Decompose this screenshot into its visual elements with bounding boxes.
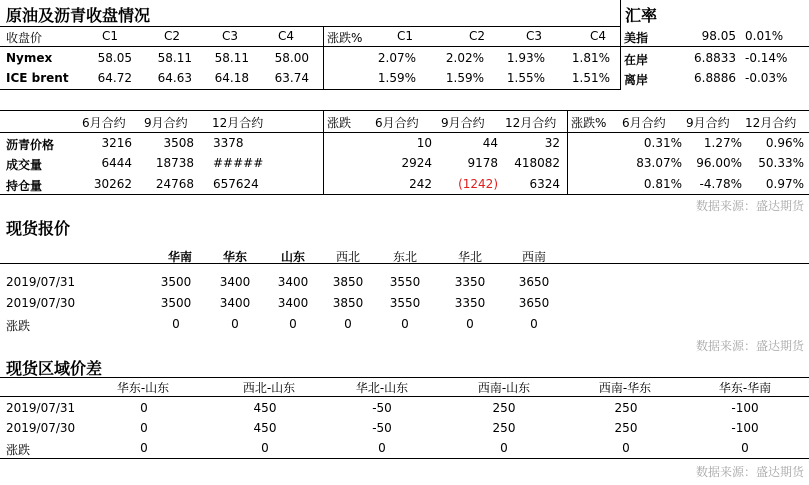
fx-chg: -0.03% bbox=[745, 71, 788, 85]
asphalt-chg-col: 9月合约 bbox=[441, 116, 485, 130]
asphalt-chg: 2924 bbox=[401, 156, 432, 170]
asphalt-chg: 9178 bbox=[467, 156, 498, 170]
spot-value: 0 bbox=[289, 317, 297, 331]
crude-chg: 1.93% bbox=[506, 51, 545, 65]
asphalt-chg: 10 bbox=[416, 136, 432, 150]
asphalt-pct-col: 12月合约 bbox=[745, 116, 797, 130]
asphalt-pct: 0.97% bbox=[765, 177, 804, 191]
spread-value: -100 bbox=[731, 421, 759, 435]
spread-value: 0 bbox=[140, 441, 148, 455]
spot-region: 山东 bbox=[280, 250, 305, 264]
crude-chg: 1.55% bbox=[506, 71, 545, 85]
spread-value: 250 bbox=[614, 401, 638, 415]
spot-region: 东北 bbox=[392, 250, 417, 264]
fx-value: 98.05 bbox=[701, 29, 736, 43]
fx-title: 汇率 bbox=[625, 6, 658, 25]
spot-region: 华南 bbox=[167, 250, 192, 264]
crude-chg: 1.81% bbox=[571, 51, 610, 65]
crude-header-c4: C4 bbox=[277, 29, 294, 43]
asphalt-pct: 83.07% bbox=[636, 156, 682, 170]
spread-value: 0 bbox=[140, 401, 148, 415]
spot-value: 3400 bbox=[277, 296, 309, 310]
spot-region: 华东 bbox=[222, 250, 247, 264]
asphalt-header-col: 6月合约 bbox=[82, 116, 126, 130]
crude-chg: 1.59% bbox=[377, 71, 416, 85]
asphalt-pct: 0.96% bbox=[765, 136, 804, 150]
asphalt-chg: 418082 bbox=[514, 156, 560, 170]
asphalt-chg-label: 涨跌 bbox=[327, 116, 352, 130]
divider bbox=[0, 194, 809, 195]
divider bbox=[0, 377, 809, 378]
asphalt-value: 18738 bbox=[155, 156, 194, 170]
asphalt-chg-col: 6月合约 bbox=[375, 116, 419, 130]
fx-row-name: 美指 bbox=[624, 31, 649, 45]
asphalt-row-name: 成交量 bbox=[6, 158, 43, 172]
divider bbox=[0, 26, 621, 27]
fx-row-name: 在岸 bbox=[624, 53, 649, 67]
asphalt-pct: 1.27% bbox=[703, 136, 742, 150]
spot-value: 0 bbox=[466, 317, 474, 331]
crude-price: 63.74 bbox=[274, 71, 309, 85]
asphalt-row-name: 沥青价格 bbox=[6, 138, 55, 152]
asphalt-pct: 0.31% bbox=[643, 136, 682, 150]
divider bbox=[620, 0, 621, 90]
spread-value: 250 bbox=[492, 421, 516, 435]
spot-value: 3400 bbox=[277, 275, 309, 289]
asphalt-chg: 32 bbox=[544, 136, 560, 150]
crude-price: 58.00 bbox=[274, 51, 309, 65]
asphalt-pct: -4.78% bbox=[699, 177, 742, 191]
asphalt-pct-label: 涨跌% bbox=[571, 116, 607, 130]
spot-value: 3350 bbox=[454, 275, 486, 289]
fx-row-name: 离岸 bbox=[624, 73, 649, 87]
spot-row-label: 2019/07/31 bbox=[6, 275, 76, 289]
spot-value: 3850 bbox=[332, 296, 364, 310]
crude-chg-c2: C2 bbox=[468, 29, 485, 43]
spot-title: 现货报价 bbox=[6, 219, 71, 238]
spread-value: 0 bbox=[261, 441, 269, 455]
fx-chg: 0.01% bbox=[745, 29, 784, 43]
spread-col: 西北-山东 bbox=[242, 381, 296, 395]
asphalt-value: 24768 bbox=[155, 177, 194, 191]
spread-value: -100 bbox=[731, 401, 759, 415]
crude-chg: 1.59% bbox=[445, 71, 484, 85]
spread-value: 0 bbox=[741, 441, 749, 455]
spot-region: 西北 bbox=[335, 250, 360, 264]
divider bbox=[0, 46, 809, 47]
spot-value: 0 bbox=[530, 317, 538, 331]
divider bbox=[0, 132, 809, 133]
spot-value: 3350 bbox=[454, 296, 486, 310]
spread-value: 0 bbox=[500, 441, 508, 455]
spot-value: 3500 bbox=[160, 296, 192, 310]
spread-col: 华北-山东 bbox=[355, 381, 409, 395]
divider bbox=[0, 110, 809, 111]
fx-chg: -0.14% bbox=[745, 51, 788, 65]
spot-value: 0 bbox=[401, 317, 409, 331]
spot-region: 西南 bbox=[521, 250, 546, 264]
asphalt-pct-col: 9月合约 bbox=[686, 116, 730, 130]
spot-value: 0 bbox=[344, 317, 352, 331]
crude-chg: 2.07% bbox=[377, 51, 416, 65]
spot-row-label: 2019/07/30 bbox=[6, 296, 76, 310]
spot-region: 华北 bbox=[457, 250, 482, 264]
crude-chg-c3: C3 bbox=[525, 29, 542, 43]
asphalt-value: 6444 bbox=[101, 156, 132, 170]
spread-row-label: 2019/07/30 bbox=[6, 421, 76, 435]
spot-value: 3500 bbox=[160, 275, 192, 289]
spread-col: 西南-华东 bbox=[598, 381, 652, 395]
data-source-note: 数据来源：盛达期货 bbox=[695, 465, 804, 479]
spread-value: 0 bbox=[378, 441, 386, 455]
spread-value: 0 bbox=[622, 441, 630, 455]
asphalt-value: 3216 bbox=[101, 136, 132, 150]
asphalt-row-name: 持仓量 bbox=[6, 179, 43, 193]
data-source-note: 数据来源：盛达期货 bbox=[695, 199, 804, 213]
crude-price: 64.63 bbox=[157, 71, 192, 85]
asphalt-pct: 0.81% bbox=[643, 177, 682, 191]
spread-row-label: 2019/07/31 bbox=[6, 401, 76, 415]
spread-value: 250 bbox=[492, 401, 516, 415]
spot-value: 3650 bbox=[518, 296, 550, 310]
crude-price: 58.11 bbox=[214, 51, 249, 65]
divider bbox=[0, 89, 621, 90]
asphalt-chg: 242 bbox=[409, 177, 432, 191]
asphalt-header-col: 9月合约 bbox=[144, 116, 188, 130]
asphalt-chg-col: 12月合约 bbox=[505, 116, 557, 130]
spot-value: 3550 bbox=[389, 296, 421, 310]
divider bbox=[567, 110, 568, 195]
crude-chg-label: 涨跌% bbox=[327, 31, 363, 45]
spread-value: 450 bbox=[253, 401, 277, 415]
spot-value: 3400 bbox=[219, 275, 251, 289]
spread-row-label: 涨跌 bbox=[6, 443, 31, 457]
data-source-note: 数据来源：盛达期货 bbox=[695, 339, 804, 353]
asphalt-chg: 44 bbox=[482, 136, 498, 150]
crude-price: 64.18 bbox=[214, 71, 249, 85]
asphalt-pct: 96.00% bbox=[696, 156, 742, 170]
spread-value: 450 bbox=[253, 421, 277, 435]
asphalt-chg-negative: (1242) bbox=[458, 177, 498, 191]
crude-price: 58.05 bbox=[97, 51, 132, 65]
spot-value: 3550 bbox=[389, 275, 421, 289]
spot-value: 0 bbox=[172, 317, 180, 331]
crude-chg-c4: C4 bbox=[589, 29, 606, 43]
fx-value: 6.8833 bbox=[694, 51, 736, 65]
spread-title: 现货区域价差 bbox=[6, 359, 103, 378]
crude-title: 原油及沥青收盘情况 bbox=[6, 6, 151, 25]
crude-chg: 1.51% bbox=[571, 71, 610, 85]
asphalt-value: ##### bbox=[213, 156, 264, 170]
crude-row-name: Nymex bbox=[6, 51, 53, 65]
asphalt-value: 3378 bbox=[213, 136, 244, 150]
crude-chg-c1: C1 bbox=[396, 29, 413, 43]
spread-value: -50 bbox=[372, 401, 392, 415]
asphalt-value: 30262 bbox=[93, 177, 132, 191]
spot-row-label: 涨跌 bbox=[6, 319, 31, 333]
asphalt-value: 657624 bbox=[213, 177, 259, 191]
spread-col: 华东-华南 bbox=[718, 381, 772, 395]
divider bbox=[323, 26, 324, 90]
fx-value: 6.8886 bbox=[694, 71, 736, 85]
asphalt-header-col: 12月合约 bbox=[212, 116, 264, 130]
spread-col: 西南-山东 bbox=[477, 381, 531, 395]
asphalt-pct: 50.33% bbox=[758, 156, 804, 170]
spread-value: -50 bbox=[372, 421, 392, 435]
spread-col: 华东-山东 bbox=[116, 381, 170, 395]
spot-value: 0 bbox=[231, 317, 239, 331]
spot-value: 3650 bbox=[518, 275, 550, 289]
crude-header-c2: C2 bbox=[163, 29, 180, 43]
spot-value: 3400 bbox=[219, 296, 251, 310]
crude-header-label: 收盘价 bbox=[6, 31, 43, 45]
crude-header-c1: C1 bbox=[101, 29, 118, 43]
divider bbox=[0, 458, 809, 459]
spread-value: 250 bbox=[614, 421, 638, 435]
crude-price: 58.11 bbox=[157, 51, 192, 65]
spread-value: 0 bbox=[140, 421, 148, 435]
asphalt-chg: 6324 bbox=[529, 177, 560, 191]
asphalt-pct-col: 6月合约 bbox=[622, 116, 666, 130]
crude-header-c3: C3 bbox=[221, 29, 238, 43]
crude-chg: 2.02% bbox=[445, 51, 484, 65]
asphalt-value: 3508 bbox=[163, 136, 194, 150]
crude-price: 64.72 bbox=[97, 71, 132, 85]
spot-value: 3850 bbox=[332, 275, 364, 289]
divider bbox=[323, 110, 324, 195]
crude-row-name: ICE brent bbox=[6, 71, 69, 85]
divider bbox=[0, 396, 809, 397]
